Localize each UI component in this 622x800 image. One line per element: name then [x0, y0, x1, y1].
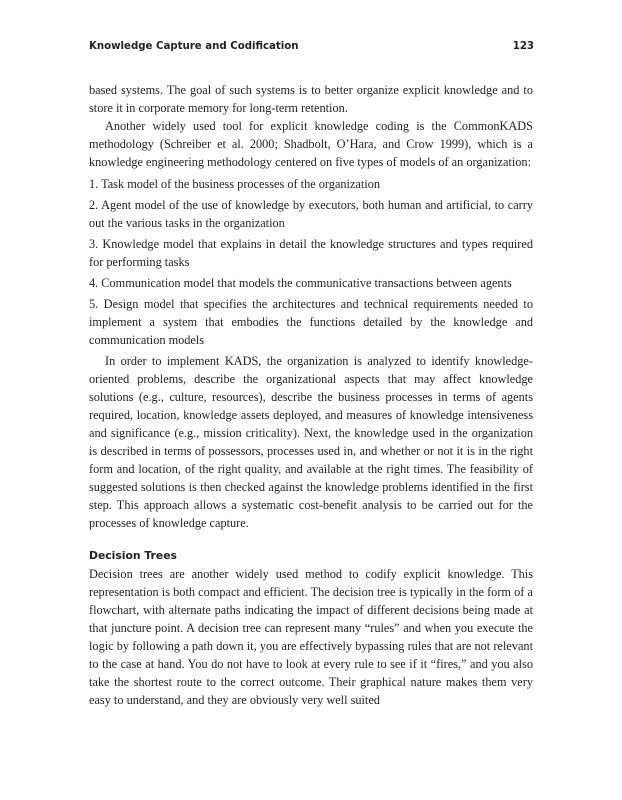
list-item-knowledge-model: 3. Knowledge model that explains in detail the knowledge structures and types required for performing tasks [89, 237, 533, 269]
list-item-communication-model: 4. Communication model that models the communicative transactions between agents [89, 276, 512, 290]
running-head-title: Knowledge Capture and Codification [89, 41, 299, 52]
list-item-agent-model: 2. Agent model of the use of knowledge by executors, both human and artificial, to carry out the various tasks in the organization [89, 198, 533, 230]
paragraph-decision-trees: Decision trees are another widely used method to codify explicit knowledge. This representation is both compact and efficient. The decision tree is typically in the form of a flowchart, with alternate paths indicating the impact of different decisions being made at that juncture point. A decision tree can represent many “rules” and when you execute the logic by following a path down it, you are effectively bypassing rules that are not relevant to the case at hand. You do not have to look at every rule to see if it “fires,” and you also take the shortest route to the correct outcome. Their graphical nature makes them very easy to understand, and they are obviously very well suited [89, 567, 533, 707]
section-heading: Decision Trees [89, 549, 177, 562]
running-head [89, 41, 534, 52]
paragraph-continued: based systems. The goal of such systems is to better organize explicit knowledge and to store it in corporate memory for long-term retention. [89, 83, 533, 115]
paragraph-commonkads: Another widely used tool for explicit knowledge coding is the CommonKADS methodology (Schreiber et al. 2000; Shadbolt, O’Hara, and Crow 1999), which is a knowledge engineering methodology centered on five types of models of an organization: [89, 119, 533, 169]
list-item-design-model: 5. Design model that specifies the architectures and technical requirements needed to implement a system that embodies the functions detailed by the knowledge and communication models [89, 297, 533, 347]
page-number: 123 [512, 41, 534, 52]
body-text [89, 81, 533, 709]
paragraph-kads-implementation: In order to implement KADS, the organization is analyzed to identify knowledge-oriented problems, describe the organizational aspects that may affect knowledge solutions (e.g., culture, resources), describe the business processes in terms of agents required, location, knowledge assets deployed, and measures of knowledge intensiveness and significance (e.g., mission criticality). Next, the knowledge used in the organization is described in terms of possessors, processes used in, and whether or not it is in the right form and location, of the right quality, and available at the right times. The feasibility of suggested solutions is then checked against the knowledge problems identified in the first step. This approach allows a systematic cost-benefit analysis to be carried out for the processes of knowledge capture. [89, 354, 533, 530]
list-item-task-model: 1. Task model of the business processes of the organization [89, 177, 381, 191]
